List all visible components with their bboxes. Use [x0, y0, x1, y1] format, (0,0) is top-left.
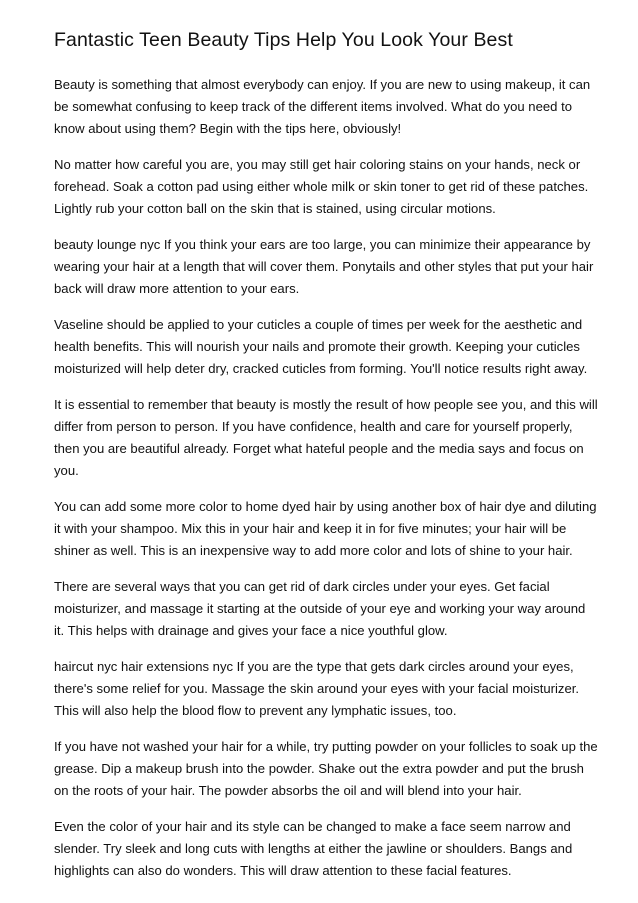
paragraph: You can add some more color to home dyed hair by using another box of hair dye and diluting it with your shampoo. Mix this in your hair and keep it in for five minutes; your hair will be shiner as well. This is an inexpensive way to add more color and lots of shine to your hair. — [54, 499, 597, 558]
paragraph: beauty lounge nyc If you think your ears are too large, you can minimize their appearance by wearing your hair at a length that will cover them. Ponytails and other styles that put your hair back will draw more attention to your ears. — [54, 237, 594, 296]
paragraph: Vaseline should be applied to your cuticles a couple of times per week for the aesthetic and health benefits. This will nourish your nails and promote their growth. Keeping your cuticles moisturized will help deter dry, cracked cuticles from forming. You'll notice results right away. — [54, 317, 588, 376]
paragraph: Even the color of your hair and its style can be changed to make a face seem narrow and slender. Try sleek and long cuts with lengths at either the jawline or shoulders. Bangs and highlights can also do wonders. This will draw attention to these facial features. — [54, 819, 573, 878]
paragraph: There are several ways that you can get rid of dark circles under your eyes. Get facial moisturizer, and massage it starting at the outside of your eye and working your way around it. This helps with drainage and gives your face a nice youthful glow. — [54, 579, 586, 638]
paragraph: Beauty is something that almost everybody can enjoy. If you are new to using makeup, it can be somewhat confusing to keep track of the different items involved. What do you need to know about using them? Begin with the tips here, obviously! — [54, 77, 591, 136]
paragraph: No matter how careful you are, you may still get hair coloring stains on your hands, neck or forehead. Soak a cotton pad using either whole milk or skin toner to get rid of these patches. Lightly rub your cotton ball on the skin that is stained, using circular motions. — [54, 157, 589, 216]
paragraph: If you have not washed your hair for a while, try putting powder on your follicles to soak up the grease. Dip a makeup brush into the powder. Shake out the extra powder and put the brush on the roots of your hair. The powder absorbs the oil and will blend into your hair. — [54, 739, 598, 798]
paragraph: It is essential to remember that beauty is mostly the result of how people see you, and this will differ from person to person. If you have confidence, health and care for yourself properly, then you are beautiful already. Forget what hateful people and the media says and focus on you. — [54, 397, 598, 478]
document-title: Fantastic Teen Beauty Tips Help You Look Your Best — [54, 29, 513, 51]
paragraph: haircut nyc hair extensions nyc If you are the type that gets dark circles around your eyes, there's some relief for you. Massage the skin around your eyes with your facial moisturizer. This will also help the blood flow to prevent any lymphatic issues, too. — [54, 659, 580, 718]
